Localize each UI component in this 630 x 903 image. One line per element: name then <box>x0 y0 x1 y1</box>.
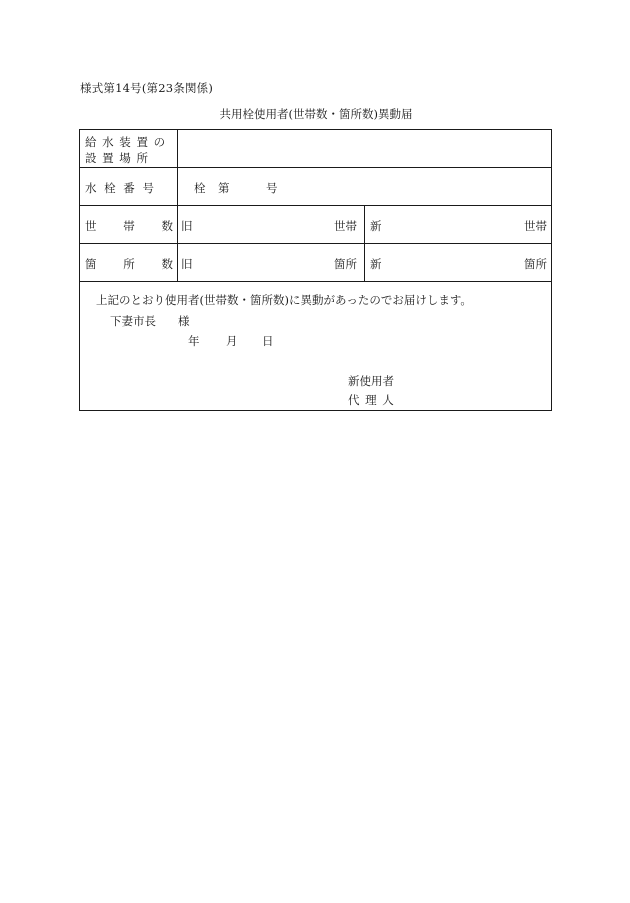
tap-number-label: 水 栓 番 号 <box>85 181 156 195</box>
new-user-label: 新使用者 <box>348 374 394 388</box>
date-year: 年 <box>188 334 200 348</box>
tap-number-prefix: 栓 <box>194 181 206 195</box>
notification-form-table <box>79 129 552 411</box>
households-old-unit: 世帯 <box>334 219 357 233</box>
row-divider <box>80 205 551 206</box>
locations-old-prefix: 旧 <box>181 257 193 271</box>
households-new-unit: 世帯 <box>524 219 547 233</box>
locations-new-prefix: 新 <box>370 257 382 271</box>
locations-old-field[interactable] <box>196 252 326 272</box>
label-column-divider <box>177 130 178 281</box>
agent-field[interactable] <box>398 388 543 406</box>
locations-new-field[interactable] <box>386 252 516 272</box>
addressee: 下妻市長 <box>110 314 156 328</box>
date-month: 月 <box>226 334 238 348</box>
date-day: 日 <box>262 334 274 348</box>
form-number: 様式第14号(第23条関係) <box>80 81 214 95</box>
households-new-field[interactable] <box>386 214 516 234</box>
row-divider <box>80 167 551 168</box>
households-old-field[interactable] <box>196 214 326 234</box>
locations-label: 箇 所 数 <box>85 257 173 271</box>
tap-number-mid: 第 <box>218 181 230 195</box>
households-label: 世 帯 数 <box>85 219 173 233</box>
install-location-label-line1: 給 水 装 置 の <box>85 135 167 149</box>
households-old-prefix: 旧 <box>181 219 193 233</box>
document-title: 共用栓使用者(世帯数・箇所数)異動届 <box>219 107 413 121</box>
install-location-field[interactable] <box>180 142 550 162</box>
new-user-field[interactable] <box>398 369 543 389</box>
row-divider <box>80 281 551 282</box>
addressee-honorific: 様 <box>178 314 190 328</box>
agent-label: 代 理 人 <box>348 393 395 407</box>
tap-number-field[interactable] <box>228 176 266 196</box>
install-location-label-line2: 設 置 場 所 <box>85 151 149 165</box>
notice-statement: 上記のとおり使用者(世帯数・箇所数)に異動があったのでお届けします。 <box>96 293 472 307</box>
households-new-prefix: 新 <box>370 219 382 233</box>
old-new-divider <box>364 205 365 281</box>
row-divider <box>80 243 551 244</box>
tap-number-suffix: 号 <box>266 181 278 195</box>
locations-new-unit: 箇所 <box>524 257 547 271</box>
locations-old-unit: 箇所 <box>334 257 357 271</box>
